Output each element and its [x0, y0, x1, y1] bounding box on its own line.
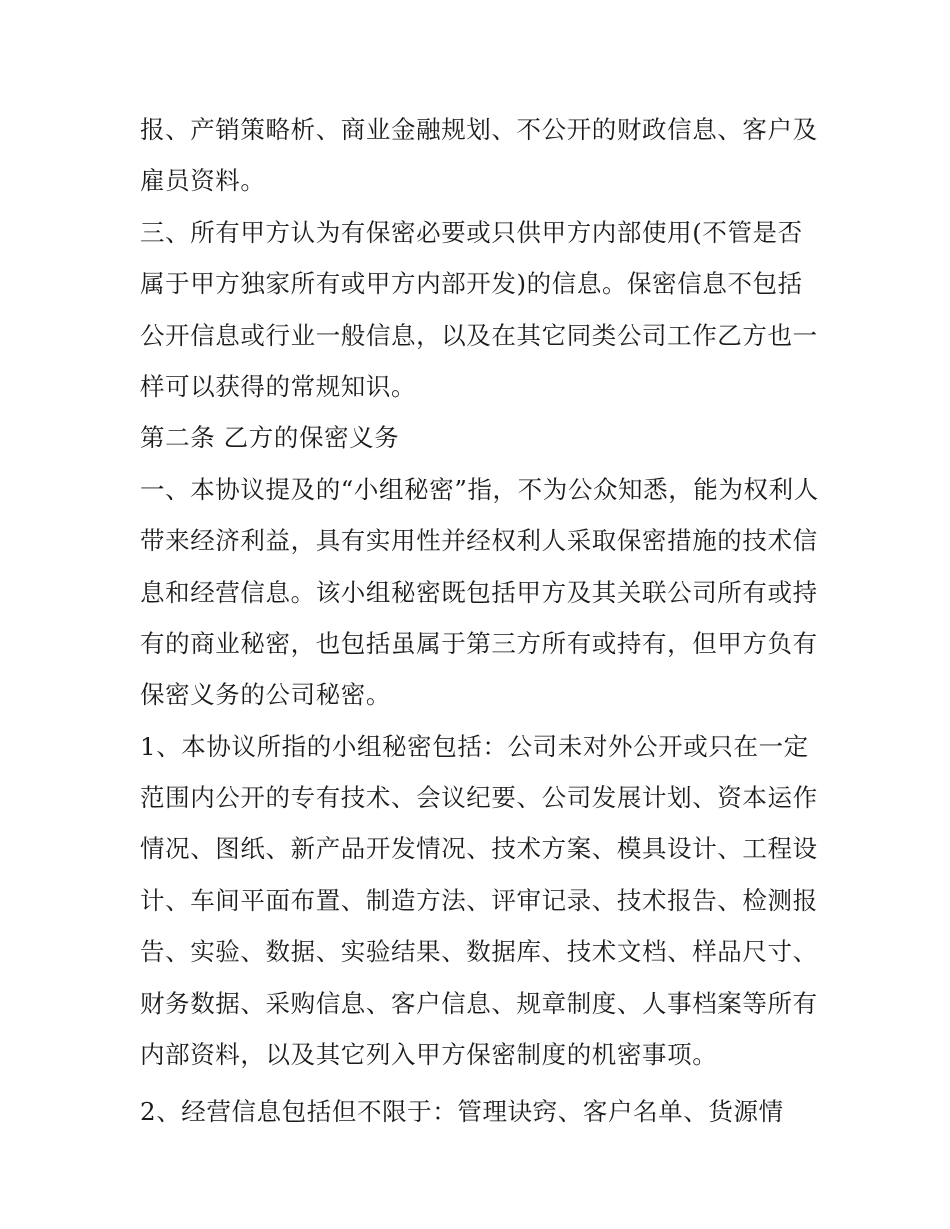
text-line: 公开信息或行业一般信息，以及在其它同类公司工作乙方也一: [140, 320, 818, 350]
text-line: 保密义务的公司秘密。: [140, 680, 391, 710]
document-body: [140, 104, 820, 1138]
text-line: 告、实验、数据、实验结果、数据库、技术文档、样品尺寸、: [140, 937, 818, 967]
text-line: 范围内公开的专有技术、会议纪要、公司发展计划、资本运作: [140, 783, 818, 813]
text-line: 计、车间平面布置、制造方法、评审记录、技术报告、检测报: [140, 885, 818, 915]
section-heading: 第二条 乙方的保密义务: [140, 423, 400, 453]
text-line: 样可以获得的常规知识。: [140, 371, 417, 401]
text-line: 1、本协议所指的小组秘密包括：公司未对外公开或只在一定: [140, 731, 809, 761]
text-line: 息和经营信息。该小组秘密既包括甲方及其关联公司所有或持: [140, 577, 818, 607]
text-line: 内部资料，以及其它列入甲方保密制度的机密事项。: [140, 1040, 718, 1070]
text-line: 三、所有甲方认为有保密必要或只供甲方内部使用(不管是否: [140, 217, 803, 247]
text-line: 情况、图纸、新产品开发情况、技术方案、模具设计、工程设: [140, 834, 818, 864]
text-line: 财务数据、采购信息、客户信息、规章制度、人事档案等所有: [140, 988, 818, 1018]
text-line: 一、本协议提及的“小组秘密”指，不为公众知悉，能为权利人: [140, 474, 819, 504]
text-line: 2、经营信息包括但不限于：管理诀窍、客户名单、货源情: [140, 1097, 784, 1127]
text-line: 报、产销策略析、商业金融规划、不公开的财政信息、客户及: [140, 115, 818, 144]
text-line: 雇员资料。: [140, 166, 266, 196]
text-line: 有的商业秘密，也包括虽属于第三方所有或持有，但甲方负有: [140, 628, 818, 658]
text-line: 属于甲方独家所有或甲方内部开发)的信息。保密信息不包括: [140, 269, 803, 299]
text-line: 带来经济利益，具有实用性并经权利人采取保密措施的技术信: [140, 526, 818, 556]
